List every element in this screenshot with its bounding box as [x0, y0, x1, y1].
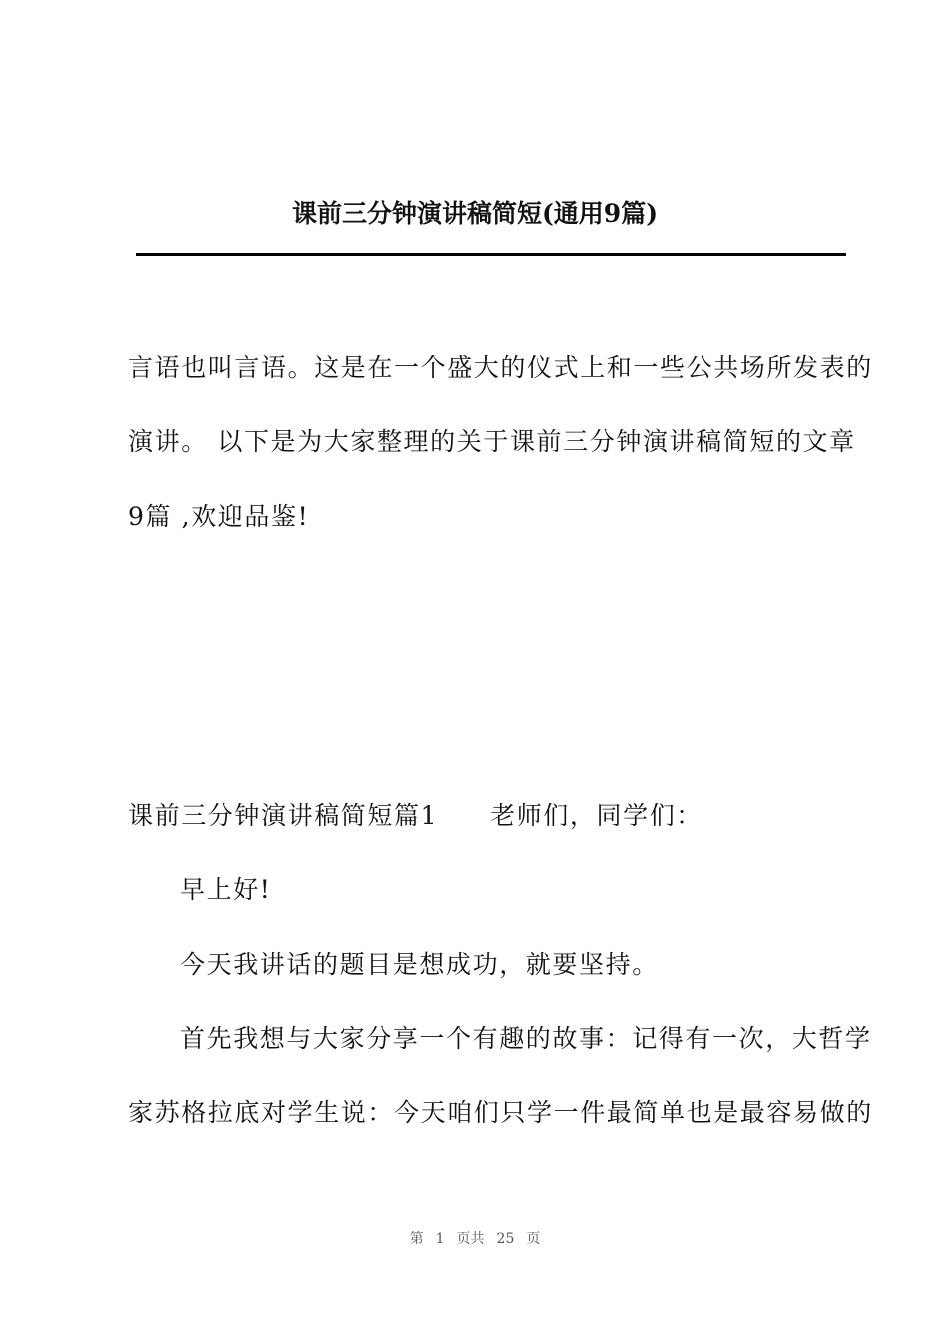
intro-line-3: 9篇 ,欢迎品鉴!	[128, 502, 310, 531]
body-line-1: 早上好!	[180, 875, 272, 904]
section-salutation: 老师们，同学们：	[490, 801, 703, 830]
footer-middle: 页共	[456, 1231, 485, 1247]
title-underline	[136, 253, 846, 256]
intro-line-1: 言语也叫言语。这是在一个盛大的仪式上和一些公共场所发表的	[128, 353, 873, 382]
body-line-4: 家苏格拉底对学生说：今天咱们只学一件最简单也是最容易做的	[128, 1098, 873, 1127]
section-heading: 课前三分钟演讲稿简短篇1	[128, 801, 439, 830]
body-line-3: 首先我想与大家分享一个有趣的故事：记得有一次，大哲学	[180, 1024, 872, 1053]
section-heading-line	[128, 798, 703, 834]
page-footer	[0, 1228, 950, 1250]
footer-suffix: 页	[526, 1231, 541, 1247]
footer-page-number: 1	[435, 1231, 445, 1247]
footer-prefix: 第	[409, 1231, 424, 1247]
body-line-2: 今天我讲话的题目是想成功，就要坚持。	[180, 950, 659, 979]
document-title: 课前三分钟演讲稿简短(通用9篇)	[291, 199, 659, 228]
footer-total-pages: 25	[496, 1231, 515, 1247]
intro-line-2: 演讲。 以下是为大家整理的关于课前三分钟演讲稿简短的文章	[128, 427, 856, 456]
